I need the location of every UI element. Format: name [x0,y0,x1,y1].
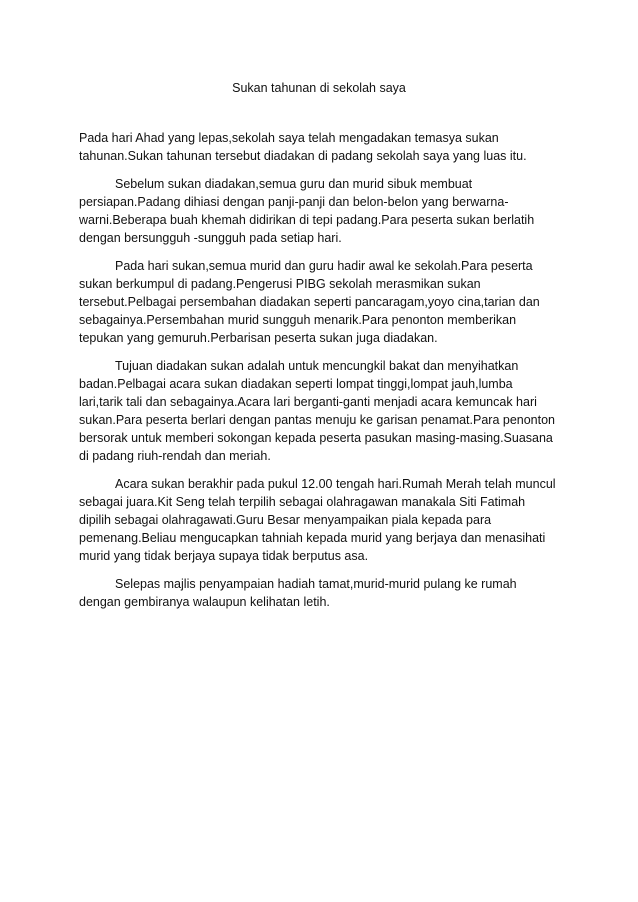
paragraph-2: Sebelum sukan diadakan,semua guru dan murid sibuk membuat persiapan.Padang dihiasi dengan panji-panji dan belon-belon yang berwarna-warni.Beberapa buah khemah didirikan di tepi padang.Para peserta sukan berlatih dengan bersungguh -sungguh pada setiap hari. [79,177,535,245]
document-body [79,129,559,621]
paragraph-1: Pada hari Ahad yang lepas,sekolah saya telah mengadakan temasya sukan tahunan.Sukan tahunan tersebut diadakan di padang sekolah saya yang luas itu. [79,131,527,163]
paragraph-6: Selepas majlis penyampaian hadiah tamat,murid-murid pulang ke rumah dengan gembiranya walaupun kelihatan letih. [79,577,517,609]
paragraph-4: Tujuan diadakan sukan adalah untuk mencungkil bakat dan menyihatkan badan.Pelbagai acara sukan diadakan seperti lompat tinggi,lompat jauh,lumba lari,tarik tali dan sebagainya.Acara lari berganti-ganti menjadi acara kemuncak hari sukan.Para peserta berlari dengan pantas menuju ke garisan penamat.Para penonton bersorak untuk memberi sokongan kepada peserta pasukan masing-masing.Suasana di padang riuh-rendah dan meriah. [79,359,556,463]
paragraph-3: Pada hari sukan,semua murid dan guru hadir awal ke sekolah.Para peserta sukan berkumpul di padang.Pengerusi PIBG sekolah merasmikan sukan tersebut.Pelbagai persembahan diadakan seperti pancaragam,yoyo cina,tarian dan sebagainya.Persembahan murid sungguh menarik.Para penonton memberikan tepukan yang gemuruh.Perbarisan peserta sukan juga diadakan. [79,259,540,345]
document-title: Sukan tahunan di sekolah saya [232,81,406,95]
paragraph-5: Acara sukan berakhir pada pukul 12.00 tengah hari.Rumah Merah telah muncul sebagai juara.Kit Seng telah terpilih sebagai olahragawan manakala Siti Fatimah dipilih sebagai olahragawati.Guru Besar menyampaikan piala kepada para pemenang.Beliau mengucapkan tahniah kepada murid yang berjaya dan menasihati murid yang tidak berjaya supaya tidak berputus asa. [79,477,556,563]
